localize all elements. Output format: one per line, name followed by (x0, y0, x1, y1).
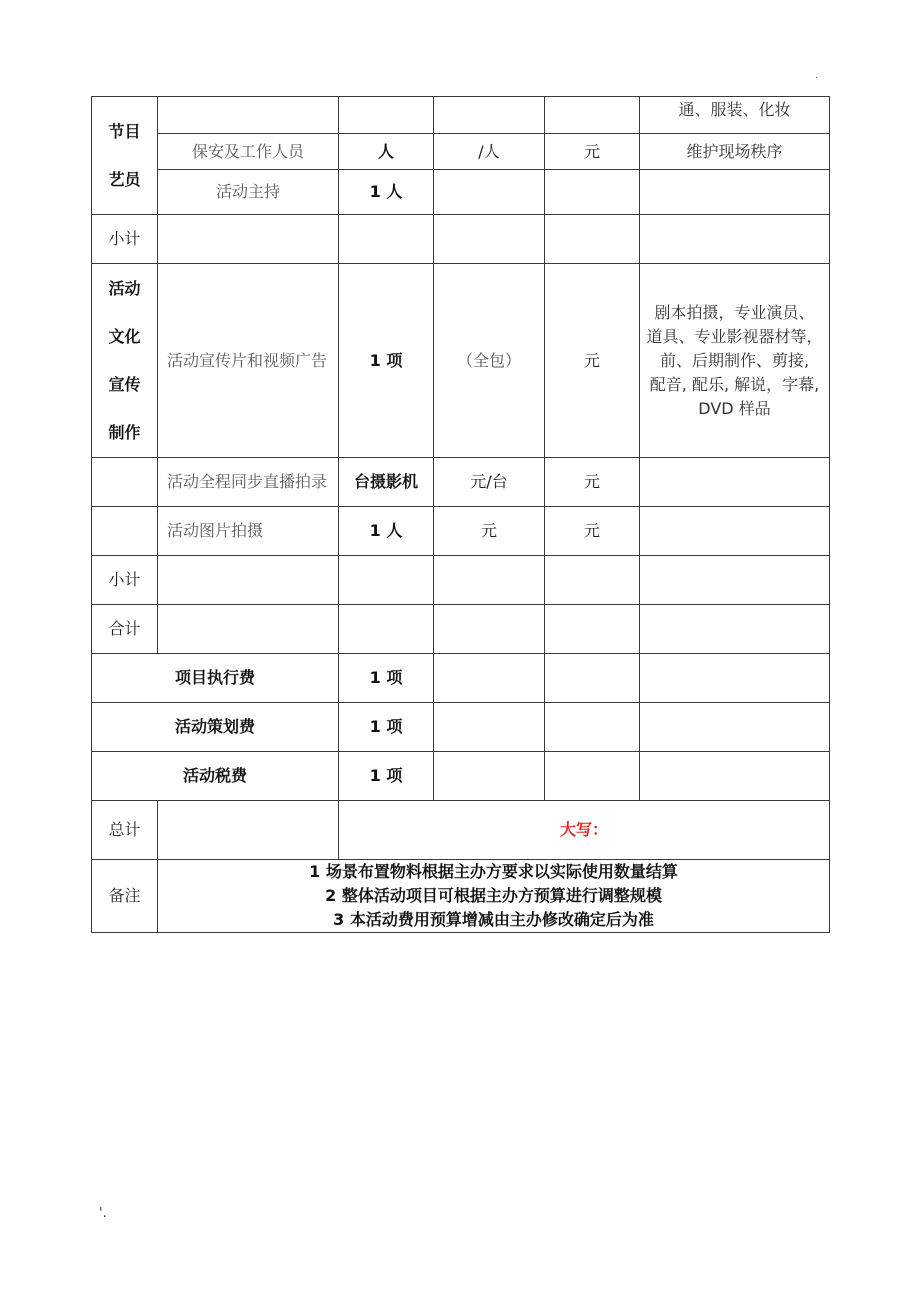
item-cell: 活动图片拍摄 (158, 507, 339, 556)
empty-cell (92, 507, 158, 556)
empty-cell (545, 703, 640, 752)
empty-cell (339, 556, 434, 605)
subtotal-row (92, 215, 830, 264)
grand-total-label: 总计 (92, 801, 158, 860)
capital-amount-label: 大写： (339, 801, 830, 860)
amount-cell: 元 (545, 134, 640, 170)
unit-price-cell: 元/台 (434, 458, 545, 507)
empty-cell (158, 215, 339, 264)
category-label-line: 文化 (108, 326, 141, 346)
empty-cell (339, 605, 434, 654)
empty-cell (92, 458, 158, 507)
empty-cell (434, 654, 545, 703)
quantity-cell: 1 项 (339, 703, 434, 752)
empty-cell (158, 605, 339, 654)
remarks-row (92, 860, 830, 933)
unit-price-cell: （全包） (434, 264, 545, 458)
table-row (92, 97, 830, 134)
remark-line: 道具、专业影视器材等， (646, 326, 823, 346)
remark-cell: 通、服装、化妆 (640, 97, 830, 134)
fee-label: 活动策划费 (92, 703, 339, 752)
subtotal-label: 小计 (92, 215, 158, 264)
quantity-cell: 1 项 (339, 264, 434, 458)
empty-cell (434, 556, 545, 605)
page-mark-bottom: '. (99, 1206, 107, 1221)
grand-total-row (92, 801, 830, 860)
empty-cell (640, 605, 830, 654)
quantity-cell: 台摄影机 (339, 458, 434, 507)
remark-line: 前、后期制作、剪接, (659, 350, 810, 370)
fee-row (92, 654, 830, 703)
empty-cell (640, 703, 830, 752)
table-row (92, 507, 830, 556)
table-row (92, 170, 830, 215)
category-label-line: 制作 (108, 422, 141, 442)
empty-cell (434, 752, 545, 801)
sum-label: 合计 (92, 605, 158, 654)
empty-cell (640, 654, 830, 703)
empty-cell (545, 556, 640, 605)
amount-cell (545, 170, 640, 215)
remarks-label: 备注 (92, 860, 158, 933)
amount-cell (545, 97, 640, 134)
empty-cell (640, 752, 830, 801)
remark-line: 配音, 配乐, 解说，字幕, (649, 374, 820, 394)
fee-row (92, 703, 830, 752)
table-row (92, 134, 830, 170)
remark-cell (640, 507, 830, 556)
table-row (92, 264, 830, 458)
unit-price-cell: /人 (434, 134, 545, 170)
subtotal-row (92, 556, 830, 605)
remark-cell (640, 264, 830, 458)
unit-price-cell (434, 170, 545, 215)
category-cell-media (92, 264, 158, 458)
item-cell: 活动主持 (158, 170, 339, 215)
empty-cell (434, 215, 545, 264)
empty-cell (640, 215, 830, 264)
remarks-content (158, 860, 830, 933)
page-mark-top: . (815, 70, 819, 81)
fee-label: 活动税费 (92, 752, 339, 801)
quantity-cell: 人 (339, 134, 434, 170)
empty-cell (434, 605, 545, 654)
empty-cell (545, 654, 640, 703)
category-label-line: 活动 (108, 278, 141, 298)
remark-cell (640, 458, 830, 507)
fee-row (92, 752, 830, 801)
category-label-line: 节目 (108, 121, 141, 141)
empty-cell (545, 605, 640, 654)
remark-line: DVD 样品 (698, 398, 771, 418)
item-cell: 活动全程同步直播拍录 (158, 458, 339, 507)
empty-cell (545, 752, 640, 801)
unit-price-cell (434, 97, 545, 134)
unit-price-cell: 元 (434, 507, 545, 556)
item-cell (158, 97, 339, 134)
empty-cell (339, 215, 434, 264)
empty-cell (158, 556, 339, 605)
empty-cell (640, 556, 830, 605)
quantity-cell (339, 97, 434, 134)
category-label-line: 艺员 (108, 169, 141, 189)
item-cell: 活动宣传片和视频广告 (158, 264, 339, 458)
remark-note-line: 3 本活动费用预算增减由主办修改确定后为准 (333, 910, 654, 929)
category-label-line: 宣传 (108, 374, 141, 394)
table-row (92, 458, 830, 507)
remark-cell (640, 170, 830, 215)
amount-cell: 元 (545, 458, 640, 507)
sum-row (92, 605, 830, 654)
remark-note-line: 1 场景布置物料根据主办方要求以实际使用数量结算 (309, 862, 678, 881)
subtotal-label: 小计 (92, 556, 158, 605)
item-cell: 保安及工作人员 (158, 134, 339, 170)
quantity-cell: 1 项 (339, 752, 434, 801)
empty-cell (545, 215, 640, 264)
remark-line: 剧本拍摄，专业演员、 (654, 302, 815, 322)
fee-label: 项目执行费 (92, 654, 339, 703)
amount-cell: 元 (545, 507, 640, 556)
quantity-cell: 1 人 (339, 507, 434, 556)
category-cell-program (92, 97, 158, 215)
quantity-cell: 1 项 (339, 654, 434, 703)
empty-cell (434, 703, 545, 752)
remark-note-line: 2 整体活动项目可根据主办方预算进行调整规模 (325, 886, 662, 905)
amount-cell: 元 (545, 264, 640, 458)
budget-table (91, 96, 830, 933)
remark-cell: 维护现场秩序 (640, 134, 830, 170)
quantity-cell: 1 人 (339, 170, 434, 215)
empty-cell (158, 801, 339, 860)
